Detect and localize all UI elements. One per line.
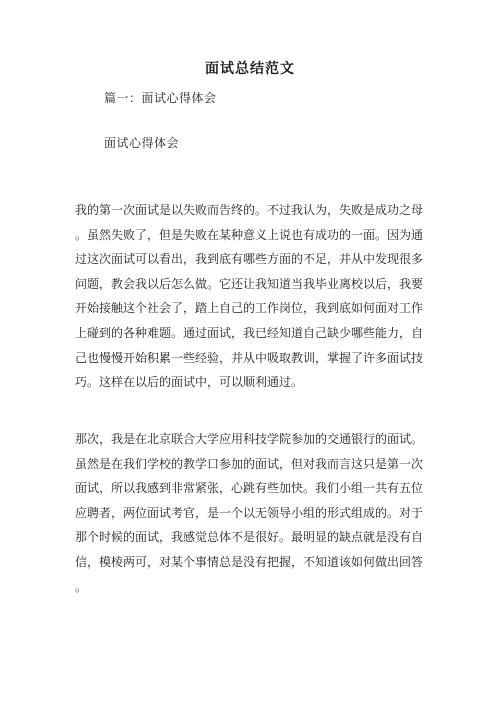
paragraph-line: 应聘者，两位面试考官，是一个以无领导小组的形式组成的。对于 — [75, 505, 424, 520]
paragraph-line: 。 — [75, 579, 88, 594]
paragraph-line: 。虽然失败了，但是失败在某种意义上说也有成功的一面。因为通 — [75, 227, 424, 242]
paragraph-line: 问题，教会我以后怎么做。它还让我知道当我毕业离校以后，我要 — [75, 276, 424, 291]
paragraph-line: 那个时候的面试，我感觉总体不是很好。最明显的缺点就是没有自 — [75, 530, 424, 545]
sub-heading: 面试心得体会 — [104, 136, 180, 150]
section-heading: 篇一：面试心得体会 — [104, 91, 217, 105]
paragraph-line: 那次，我是在北京联合大学应用科技学院参加的交通银行的面试。 — [75, 432, 424, 446]
paragraph-line: 虽然是在我们学校的教学口参加的面试，但对我而言这只是第一次 — [75, 456, 424, 471]
paragraph-line: 上碰到的各种难题。通过面试，我已经知道自己缺少哪些能力，自 — [75, 325, 424, 340]
paragraph-line: 开始接触这个社会了，踏上自己的工作岗位，我到底如何面对工作 — [75, 301, 424, 316]
paragraph-line: 过这次面试可以看出，我到底有哪些方面的不足，并从中发现很多 — [75, 252, 424, 267]
paragraph-2 — [75, 427, 424, 599]
paragraph-line: 我的第一次面试是以失败而告终的。不过我认为，失败是成功之母 — [75, 203, 424, 217]
paragraph-line: 信，模棱两可，对某个事情总是没有把握，不知道该如何做出回答 — [75, 554, 424, 569]
paragraph-line: 面试，所以我感到非常紧张，心跳有些加快。我们小组一共有五位 — [75, 481, 424, 496]
document-title: 面试总结范文 — [205, 61, 295, 77]
paragraph-line: 己也慢慢开始积累一些经验，并从中吸取教训，掌握了许多面试技 — [75, 350, 424, 365]
paragraph-line: 巧。这样在以后的面试中，可以顺利通过。 — [75, 375, 304, 390]
paragraph-1 — [75, 198, 424, 395]
